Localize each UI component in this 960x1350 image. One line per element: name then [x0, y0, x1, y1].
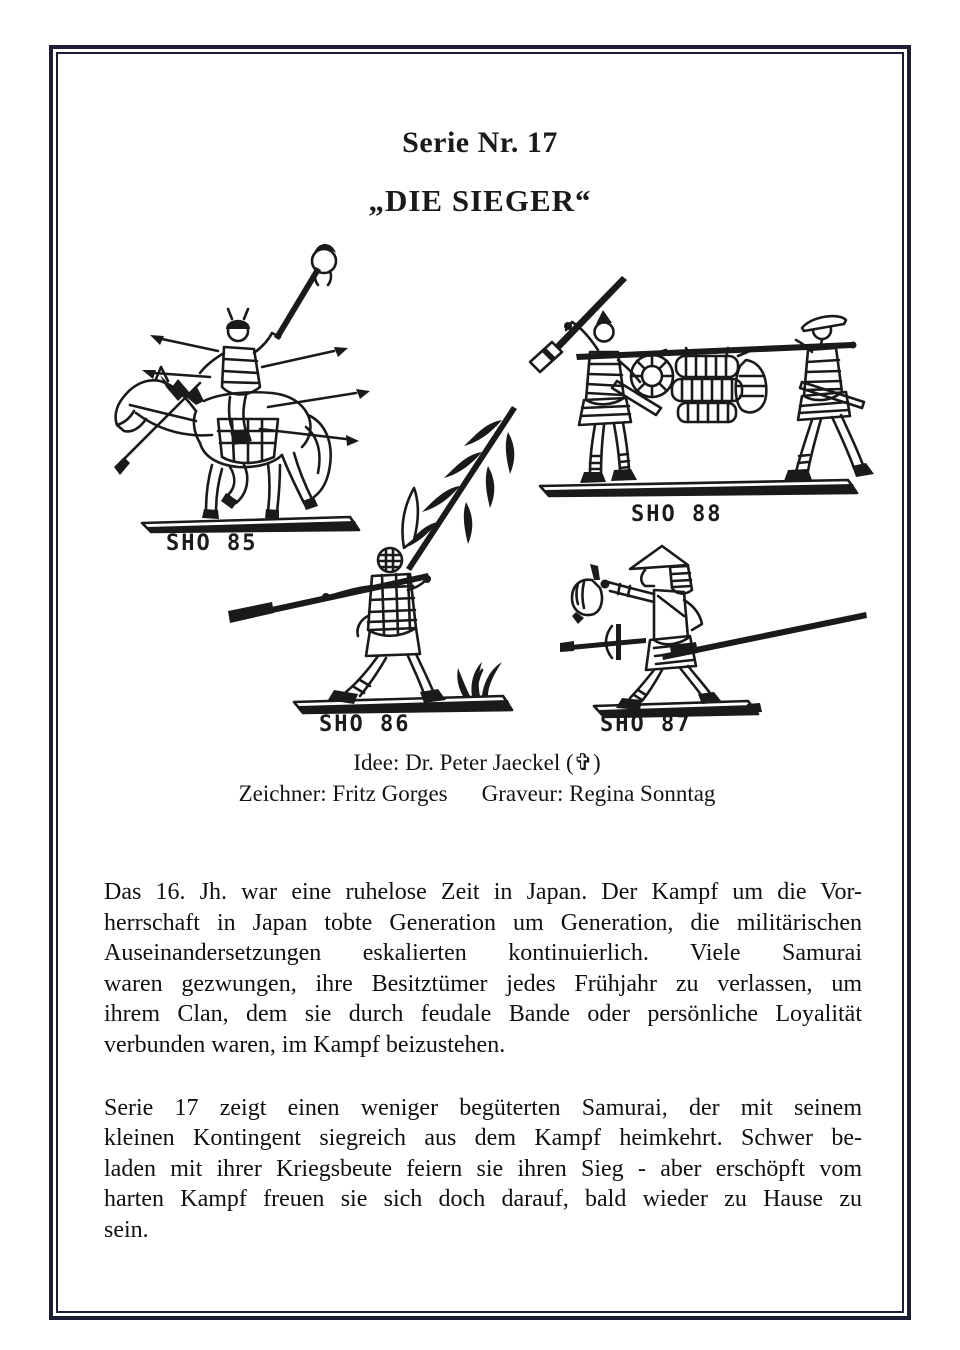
paragraph-2	[104, 1093, 862, 1246]
text-line: waren gezwungen, ihre Besitztümer jedes Frühjahr zu verlassen, um	[104, 970, 862, 997]
text-line: laden mit ihrer Kriegsbeute feiern sie ihren Sieg - aber erschöpft vom	[104, 1155, 862, 1182]
text-line: verbunden waren, im Kampf beizustehen.	[104, 1031, 506, 1058]
text-line: Auseinandersetzungen eskalierten kontinuierlich. Viele Samurai	[104, 940, 862, 967]
figure-label-sho87: SHO 87	[600, 712, 692, 737]
series-number-title: Serie Nr. 17	[402, 126, 558, 159]
body-text	[104, 877, 862, 1246]
sho86-illustration	[220, 390, 530, 720]
head-bearer-drawing	[550, 520, 880, 730]
credit-engraver: Graveur: Regina Sonntag	[481, 781, 716, 806]
text-line: herrschaft in Japan tobte Generation um Generation, die militärischen	[104, 909, 862, 936]
text-line: sein.	[104, 1216, 149, 1243]
text-line: kleinen Kontingent siegreich aus dem Kampf heimkehrt. Schwer be-	[104, 1125, 862, 1152]
text-line: harten Kampf freuen sie sich doch darauf, bald wieder zu Hause zu	[104, 1186, 862, 1213]
text-line: Das 16. Jh. war eine ruhelose Zeit in Japan. Der Kampf um die Vor-	[104, 879, 862, 905]
sho88-illustration	[500, 260, 880, 510]
figure-label-sho86: SHO 86	[319, 712, 411, 737]
text-line: Serie 17 zeigt einen weniger begüterten Samurai, der mit seinem	[104, 1094, 862, 1121]
credit-idea: Idee: Dr. Peter Jaeckel (✞)	[353, 750, 601, 775]
figure-label-sho88: SHO 88	[631, 502, 723, 527]
text-line: ihrem Clan, dem sie durch feudale Bande oder persönliche Loyalität	[104, 1001, 862, 1028]
series-name-title: „DIE SIEGER“	[368, 183, 592, 218]
credit-artist: Zeichner: Fritz Gorges	[238, 781, 448, 806]
banner-spearman-drawing	[220, 390, 530, 720]
sho87-illustration	[550, 520, 880, 730]
credit-line2	[0, 781, 954, 807]
paragraph-1	[104, 877, 862, 1061]
loot-carriers-drawing	[500, 260, 880, 510]
figure-label-sho85: SHO 85	[166, 531, 258, 556]
